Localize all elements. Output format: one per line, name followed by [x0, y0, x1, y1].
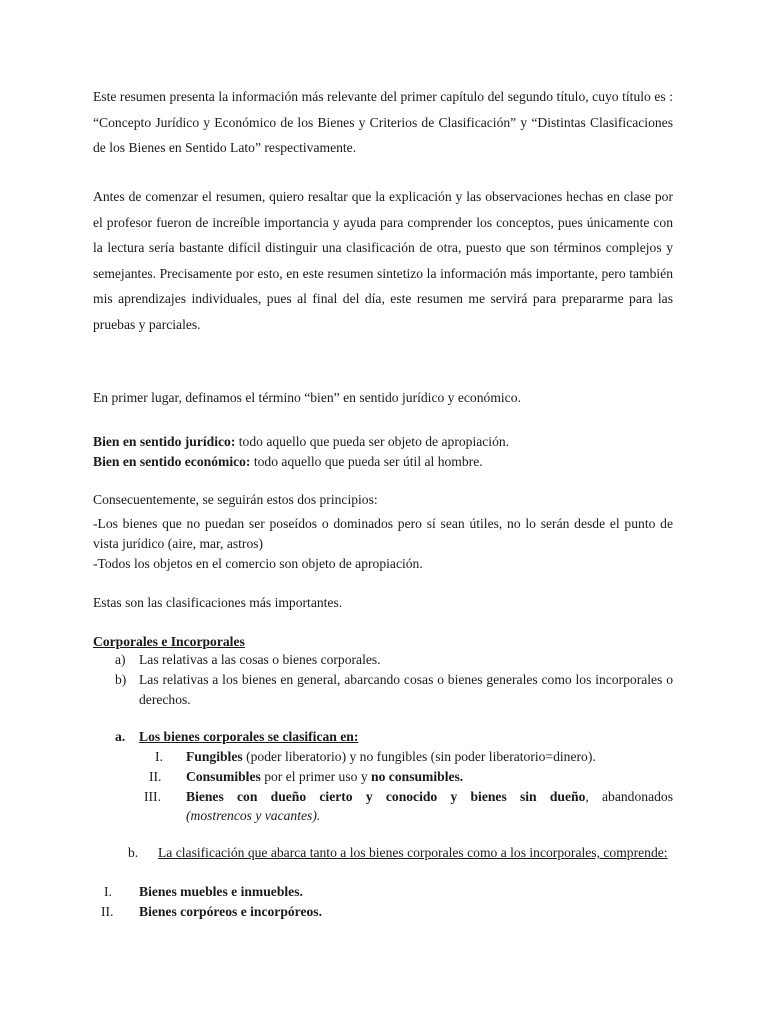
- definition-juridico: [93, 432, 509, 452]
- definition-text: todo aquello que pueda ser útil al hombre.: [253, 454, 483, 469]
- principle-item: -Los bienes que no puedan ser poseídos o dominados pero sí sean útiles, no lo serán desde el punto de vista jurídico (aire, mar, astros): [93, 516, 673, 551]
- list-item: Las relativas a los bienes en general, abarcando cosas o bienes generales como los incorporales o derechos.: [139, 672, 673, 707]
- list-marker: I.: [104, 884, 112, 899]
- item-text: , abandonados: [585, 789, 673, 804]
- subsection-a-heading: Los bienes corporales se clasifican en:: [139, 729, 359, 744]
- bold-term: Consumibles: [186, 769, 261, 784]
- principles-intro: Consecuentemente, se seguirán estos dos principios:: [93, 492, 378, 507]
- principle-item: -Todos los objetos en el comercio son objeto de apropiación.: [93, 556, 423, 571]
- list-item: [186, 747, 596, 767]
- bold-term: Bienes con dueño cierto y conocido y bienes sin dueño: [186, 789, 586, 804]
- italic-note: (mostrencos y vacantes).: [186, 808, 321, 823]
- definition-text: todo aquello que pueda ser objeto de apropiación.: [238, 434, 510, 449]
- list-item: Bienes muebles e inmuebles.: [139, 884, 303, 899]
- list-marker: I.: [155, 749, 163, 764]
- item-text: por el primer uso y: [260, 769, 372, 784]
- list-marker: b): [115, 672, 127, 687]
- list-item: [186, 787, 673, 807]
- list-marker: II.: [149, 769, 162, 784]
- first-definition-line: En primer lugar, definamos el término “bien” en sentido jurídico y económico.: [93, 390, 521, 405]
- list-item: Bienes corpóreos e incorpóreos.: [139, 904, 322, 919]
- subsection-b-heading: La clasificación que abarca tanto a los bienes corporales como a los incorporales, comprende:: [158, 845, 668, 860]
- definition-term: Bien en sentido jurídico:: [93, 434, 236, 449]
- subsection-marker: b.: [128, 845, 139, 860]
- list-marker: a): [115, 652, 126, 667]
- section-heading: Corporales e Incorporales: [93, 634, 245, 649]
- item-text: (poder liberatorio) y no fungibles (sin poder liberatorio=dinero).: [242, 749, 596, 764]
- classifications-intro: Estas son las clasificaciones más importantes.: [93, 595, 343, 610]
- list-marker: II.: [101, 904, 114, 919]
- definition-economico: [93, 452, 483, 472]
- list-marker: III.: [144, 789, 161, 804]
- definition-term: Bien en sentido económico:: [93, 454, 251, 469]
- bold-term: Fungibles: [186, 749, 243, 764]
- list-item: Las relativas a las cosas o bienes corporales.: [139, 652, 381, 667]
- list-item: [186, 767, 463, 787]
- subsection-marker: a.: [115, 729, 126, 744]
- observations-paragraph: Antes de comenzar el resumen, quiero resaltar que la explicación y las observaciones hechas en clase por el profesor fueron de increíble importancia y ayuda para comprender los conceptos, pues únicamente con la lectura sería bastante difícil distinguir una clasificación de otra, puesto que son términos complejos y semejantes. Precisamente por esto, en este resumen sintetizo la información más importante, pero también mis aprendizajes individuales, pues al final del día, este resumen me servirá para prepararme para las pruebas y parciales.: [93, 189, 673, 332]
- bold-term: no consumibles.: [371, 769, 464, 784]
- intro-paragraph: Este resumen presenta la información más relevante del primer capítulo del segundo título, cuyo título es : “Concepto Jurídico y Económico de los Bienes y Criterios de Clasificación” y “Distintas Clasificaciones de los Bienes en Sentido Lato” respectivamente.: [93, 89, 673, 155]
